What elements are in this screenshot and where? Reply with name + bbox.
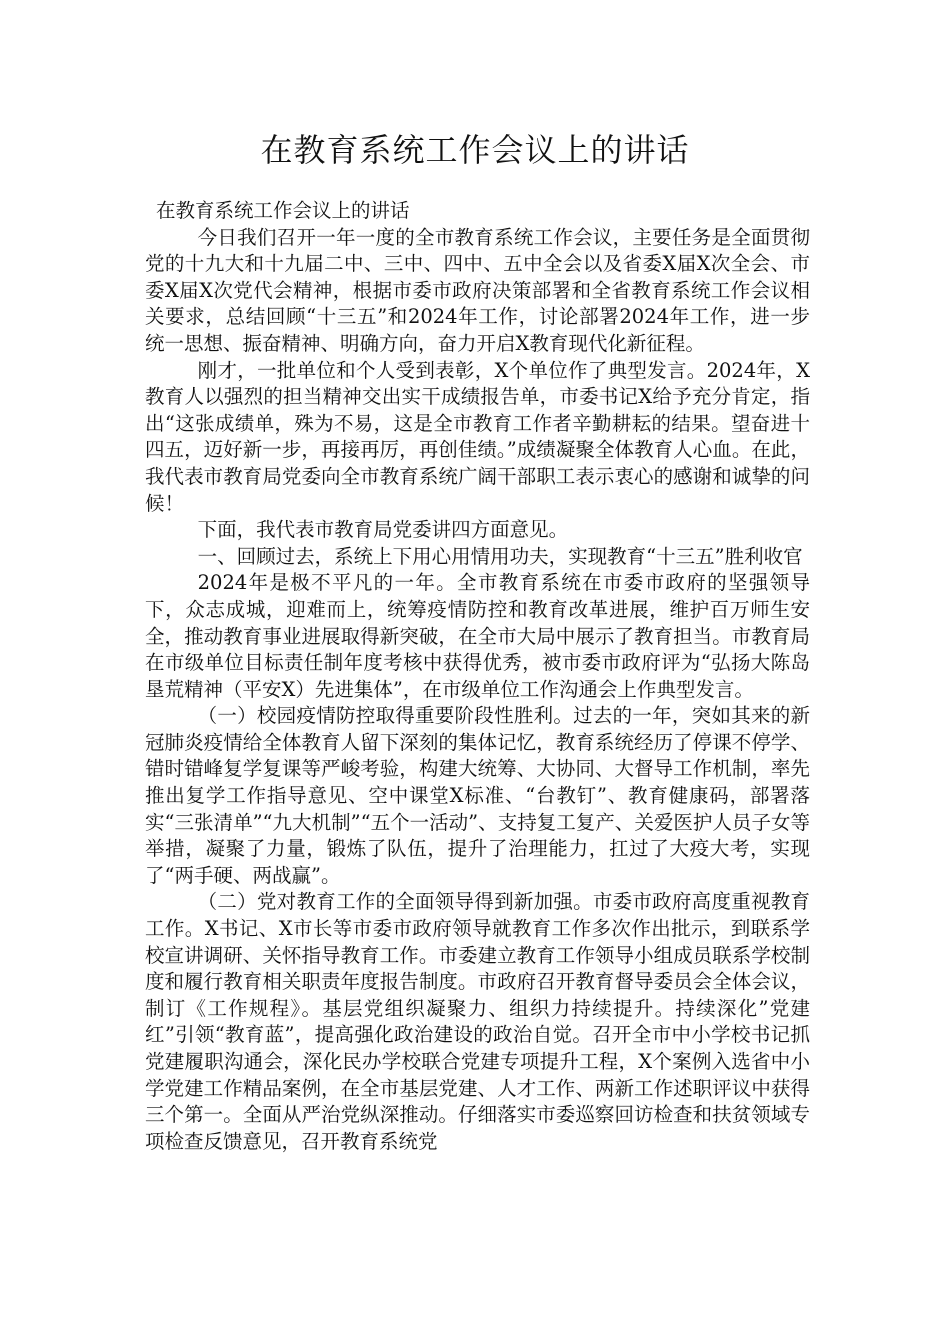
document-title: 在教育系统工作会议上的讲话 xyxy=(260,131,690,169)
document-subtitle: 在教育系统工作会议上的讲话 xyxy=(156,199,410,222)
paragraph-outline: 下面，我代表市教育局党委讲四方面意见。 xyxy=(197,518,569,542)
paragraph-review: 2024年是极不平凡的一年。全市教育系统在市委市政府的坚强领导下，众志成城，迎难而上，统筹疫情防控和教育改革进展，维护百万师生安全，推动教育事业进展取得新突破，在全市大局中展示了教育担当。市教育局在市级单位目标责任制年度考核中获得优秀，被市委市政府评为“弘扬大陈岛垦荒精神（平安X）先进集体”，在市级单位工作沟通会上作典型发言。 xyxy=(145,571,810,701)
paragraph-opening: 今日我们召开一年一度的全市教育系统工作会议，主要任务是全面贯彻党的十九大和十九届二中、三中、四中、五中全会以及省委X届X次全会、市委X届X次党代会精神，根据市委市政府决策部署和全省教育系统工作会议相关要求，总结回顾“十三五”和2024年工作，讨论部署2024年工作，进一步统一思想、振奋精神、明确方向，奋力开启X教育现代化新征程。 xyxy=(145,225,810,355)
paragraph-party-leadership: （二）党对教育工作的全面领导得到新加强。市委市政府高度重视教育工作。X书记、X市长等市委市政府领导就教育工作多次作出批示，到联系学校宣讲调研、关怀指导教育工作。市委建立教育工作领导小组成员联系学校制度和履行教育相关职责年度报告制度。市政府召开教育督导委员会全体会议，制订《工作规程》。基层党组织凝聚力、组织力持续提升。持续深化”党建红”引领“教育蓝”，提高强化政治建设的政治自觉。召开全市中小学校书记抓党建履职沟通会，深化民办学校联合党建专项提升工程，X个案例入选省中小学党建工作精品案例，在全市基层党建、人才工作、两新工作述职评议中获得三个第一。全面从严治党纵深推动。仔细落实市委巡察回访检查和扶贫领域专项检查反馈意见，召开教育系统党 xyxy=(145,890,810,1153)
paragraph-commendation: 刚才，一批单位和个人受到表彰，X个单位作了典型发言。2024年，X教育人以强烈的担当精神交出实干成绩报告单，市委书记X给予充分肯定，指出“这张成绩单，殊为不易，这是全市教育工作者辛勤耕耘的结果。望奋进十四五，迈好新一步，再接再厉，再创佳绩。”成绩凝聚全体教育人心血。在此，我代表市教育局党委向全市教育系统广阔干部职工表示衷心的感谢和诚挚的问候！ xyxy=(145,358,810,515)
section-heading-1: 一、回顾过去，系统上下用心用情用功夫，实现教育“十三五”胜利收官 xyxy=(197,544,803,568)
paragraph-epidemic: （一）校园疫情防控取得重要阶段性胜利。过去的一年，突如其来的新冠肺炎疫情给全体教育人留下深刻的集体记忆，教育系统经历了停课不停学、错时错峰复学复课等严峻考验，构建大统筹、大协同、大督导工作机制，率先推出复学工作指导意见、空中课堂X标准、“台教钉”、教育健康码，部署落实“三张清单”“九大机制”“五个一活动”、支持复工复产、关爱医护人员子女等举措，凝聚了力量，锻炼了队伍，提升了治理能力，扛过了大疫大考，实现了“两手硬、两战赢”。 xyxy=(145,704,810,887)
document-body xyxy=(145,198,810,1155)
